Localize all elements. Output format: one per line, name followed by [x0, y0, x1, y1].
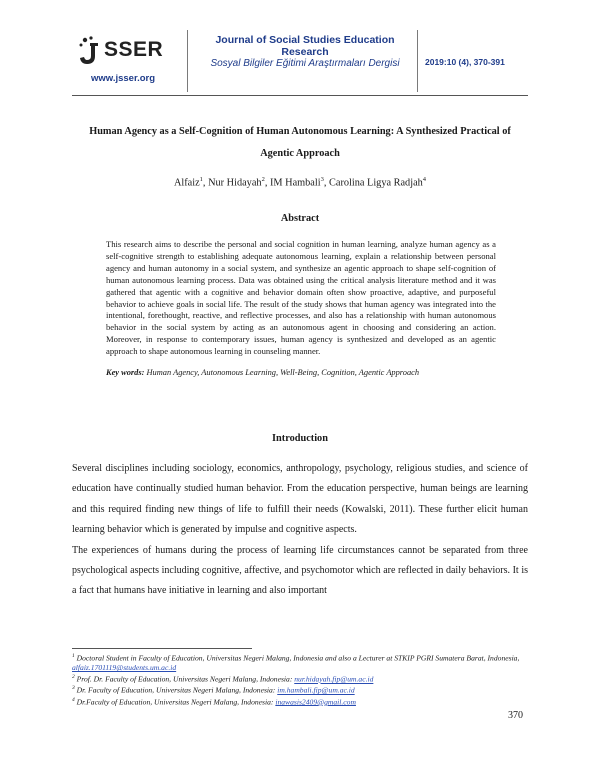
author-affiliation-marker: 1	[199, 176, 203, 183]
keywords-list: Human Agency, Autonomous Learning, Well-Being, Cognition, Agentic Approach	[146, 368, 420, 377]
author-name: Alfaiz	[173, 177, 200, 189]
keywords-label: Key words:	[106, 368, 145, 377]
citation-info: 2019:10 (4), 370-391	[425, 57, 505, 67]
author-affiliation-marker: 3	[320, 176, 324, 183]
author-affiliation-marker: 2	[261, 176, 265, 183]
author-name: Nur Hidayah	[208, 177, 262, 189]
paper-title: Human Agency as a Self-Cognition of Human Autonomous Learning: A Synthesized Practical of Agentic Approach	[89, 126, 511, 159]
footnotes	[72, 652, 528, 707]
paragraph: The experiences of humans during the process of learning life circumstances cannot be separated from three psychological aspects including cognitive, affective, and psychomotor which are reflected in daily behaviors. It is a fact that humans have initiative in learning and also important	[72, 544, 528, 597]
footnote-rule	[72, 648, 252, 649]
email-link[interactable]: alfaiz.1701119@students.um.ac.id	[72, 663, 177, 673]
footnote: $^2$ Prof. Dr. Faculty of Education, Universitas Negeri Malang, Indonesia: nur.hidayah.fip@um.ac.id	[72, 674, 374, 684]
abstract-heading: Abstract	[280, 213, 320, 224]
author-name: Carolina Ligya Radjah	[329, 177, 423, 189]
logo-wordmark: SSER	[104, 38, 164, 61]
abstract-text: This research aims to describe the personal and social cognition in human learning, analyze human agency as a self-cognitive strength to establishing adequate autonomous learning, explain a relationship between personal agency and human autonomy in a social system, and synthesize an agentic approach to shape self-cognition of human autonomous learning process. Data was obtained using the critical analysis literature method and it was gathered that agentic with a cognitive and behavior domain often show proactive, adaptive, and purposeful behavior to achieve goals in social life. The result of the study shows that human agency was integrated into the intentional, forethought, reactive, and reflective processes, and also has a relationship with human autonomous behavior in the social system by acting as an autonomous agent in choosing and considering an action. Moreover, in response to contemporary issues, human agency is synthesized and developed as an agentic approach to shape autonomous learning in counseling manner.	[106, 239, 496, 357]
footnote: $^4$ Dr.Faculty of Education, Universitas Negeri Malang, Indonesia: inawasis2409@gmail.com	[72, 696, 356, 707]
header-divider	[417, 30, 418, 92]
author-name: IM Hambali	[269, 177, 321, 189]
footnote: $^3$ Dr. Faculty of Education, Universitas Negeri Malang, Indonesia: im.hambali.fip@um.ac.id	[72, 685, 355, 695]
email-link[interactable]: nur.hidayah.fip@um.ac.id	[294, 674, 374, 684]
header-rule	[72, 95, 528, 96]
journal-title-turkish: Sosyal Bilgiler Eğitimi Araştırmaları Dergisi	[210, 58, 400, 69]
journal-title: Journal of Social Studies Education Research	[215, 34, 395, 58]
email-link[interactable]: im.hambali.fip@um.ac.id	[277, 685, 355, 695]
site-url-link[interactable]: www.jsser.org	[91, 73, 156, 84]
email-link[interactable]: inawasis2409@gmail.com	[275, 697, 356, 707]
introduction-heading: Introduction	[272, 433, 328, 444]
paragraph: Several disciplines including sociology, economics, anthropology, psychology, religious studies, and science of education have continually studied human behavior. From the education perspective, human beings are learning and this required finding new things of life to fulfill their needs (Kowalski, 2011). These further elicit human learning behavior which is generated by impulse and cognitive aspects.	[72, 463, 528, 536]
footnote: $^1$ Doctoral Student in Faculty of Education, Universitas Negeri Malang, Indonesia and also a Lecturer at STKIP PGRI Sumatera Barat, Indonesia, alfaiz.1701119@students.um.ac.id	[72, 653, 520, 673]
header-divider	[187, 30, 188, 92]
jsser-logo-icon	[76, 34, 104, 66]
page-number: 370	[508, 710, 523, 721]
keywords	[106, 368, 502, 377]
author-list: Alfaiz$^1$, Nur Hidayah$^2$, IM Hambali$^3$, Carolina Ligya Radjah$^4$	[173, 176, 427, 189]
introduction-body	[72, 459, 528, 602]
author-affiliation-marker: 4	[422, 176, 427, 183]
